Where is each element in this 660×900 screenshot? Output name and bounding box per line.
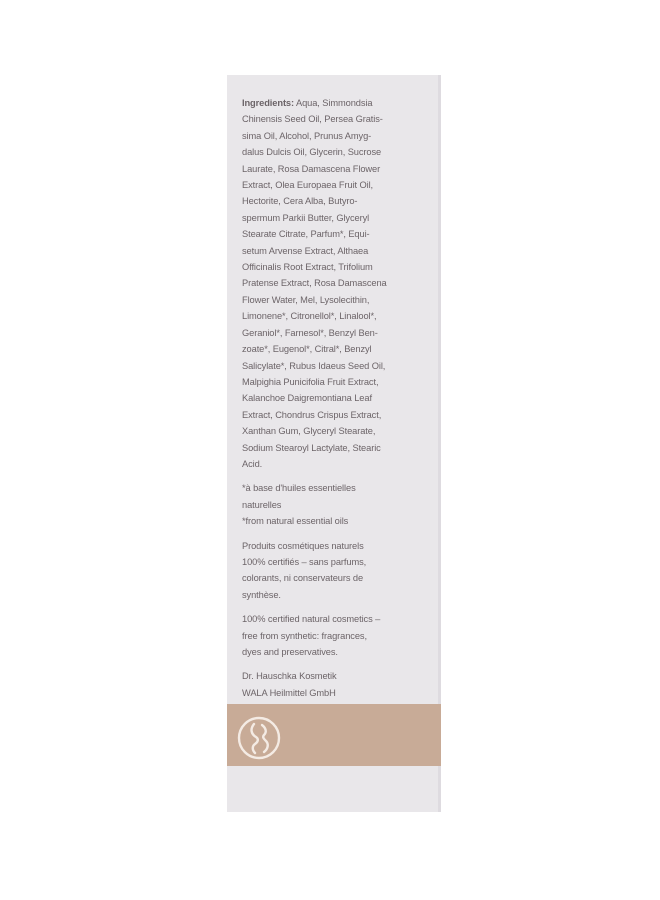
french-claim: Produits cosmétiques naturels 100% certifiés – sans parfums, colorants, ni conservateurs de synthèse. xyxy=(242,540,367,600)
label-text-block xyxy=(242,95,430,766)
manufacturer-address: Dr. Hauschka Kosmetik WALA Heilmittel GmbH xyxy=(242,671,337,698)
ingredients-paragraph xyxy=(242,95,430,472)
box-edge xyxy=(438,75,441,812)
footnote: *à base d'huiles essentielles naturelles *from natural essential oils xyxy=(242,483,356,527)
english-claim: 100% certified natural cosmetics – free from synthetic: fragrances, dyes and preservatives. xyxy=(242,614,381,657)
body-silhouette-icon xyxy=(237,716,281,760)
ingredients-label: Ingredients: xyxy=(242,98,295,108)
ingredients-list: Aqua, Simmondsia Chinensis Seed Oil, Persea Gratis- sima Oil, Alcohol, Prunus Amyg- dalus Dulcis Oil, Glycerin, Sucrose Laurate, Rosa Damascena Flower Extract, Olea Europaea Fruit Oil, Hectorite, Cera Alba, Butyro- spermum Parkii Butter, Glyceryl Stearate Citrate, Parfum*, Equi- setum Arvense Extract, Althaea Officinalis Root Extract, Trifolium Pratense Extract, Rosa Damascena Flower Water, Mel, Lysolecithin, Limonene*, Citronellol*, Linalool*, Geraniol*, Farnesol*, Benzyl Ben- zoate*, Eugenol*, Citral*, Benzyl Salicylate*, Rubus Idaeus Seed Oil, Malpighia Punicifolia Fruit Extract, Kalanchoe Daigremontiana Leaf Extract, Chondrus Crispus Extract, Xanthan Gum, Glyceryl Stearate, Sodium Stearoyl Lactylate, Stearic Acid. xyxy=(242,98,387,469)
